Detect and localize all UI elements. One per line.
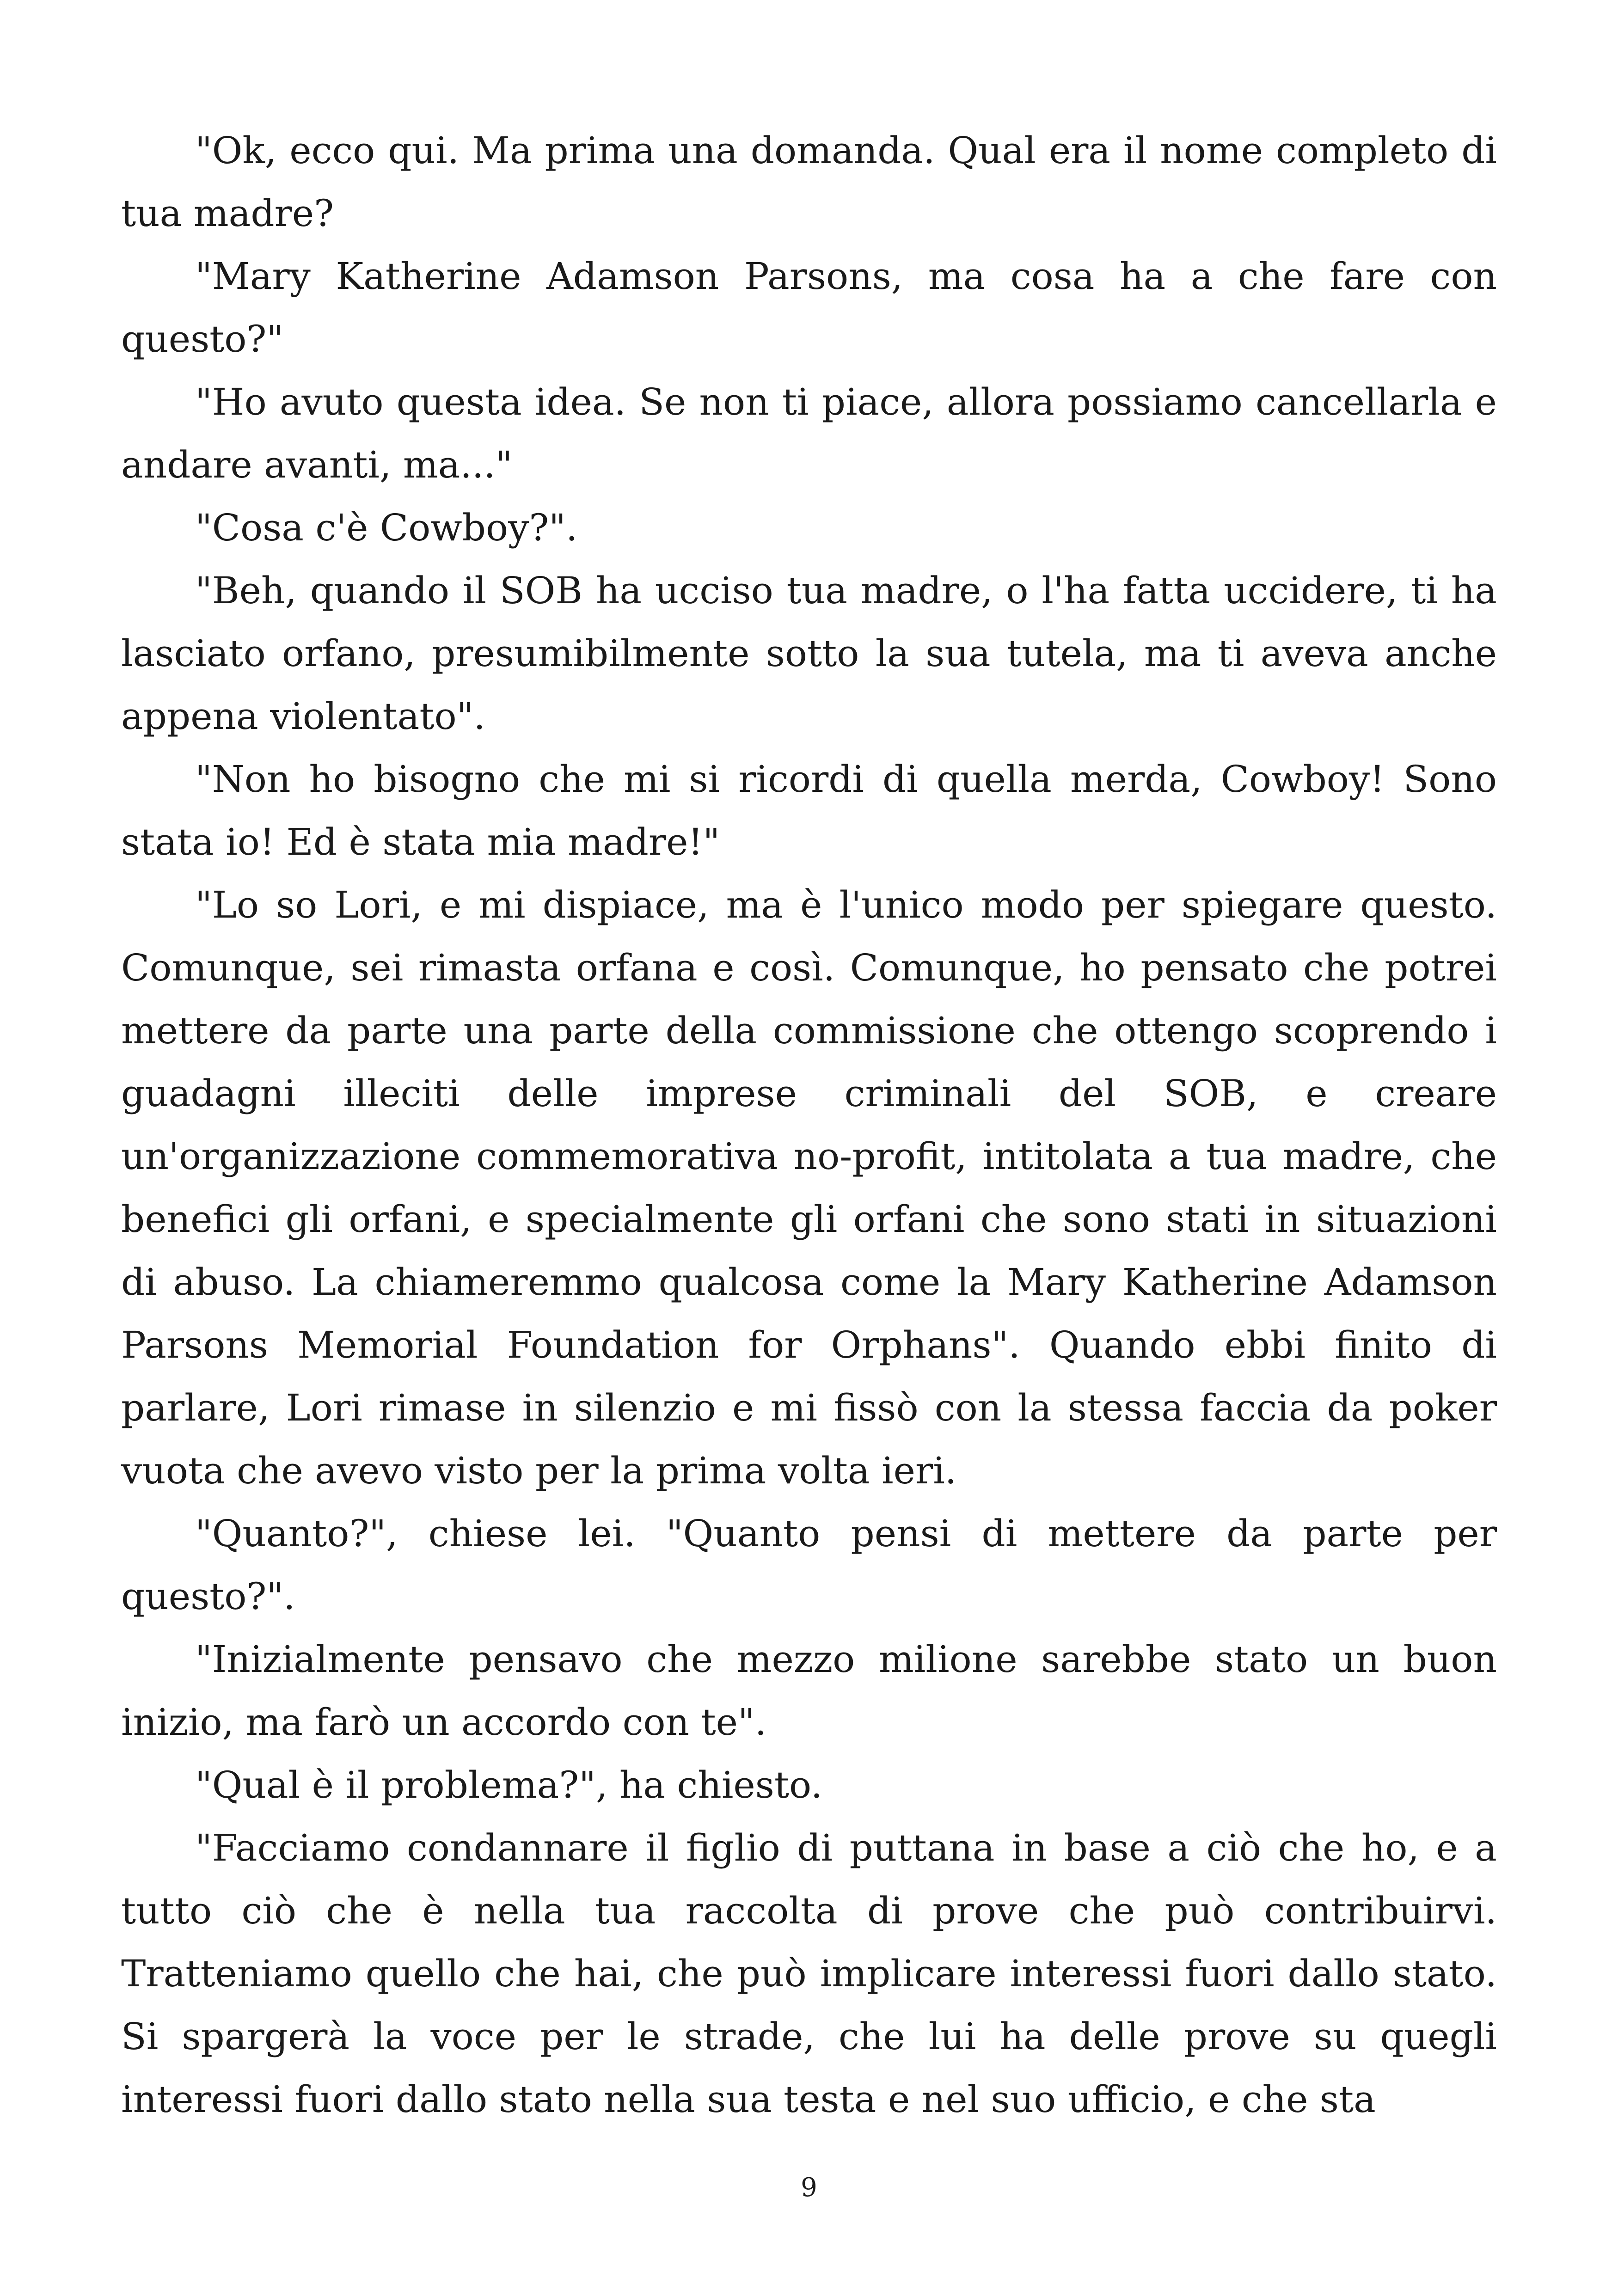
paragraph: "Mary Katherine Adamson Parsons, ma cosa ha a che fare con questo?": [121, 255, 1497, 361]
paragraph: "Inizialmente pensavo che mezzo milione sarebbe stato un buon inizio, ma farò un accordo con te".: [121, 1638, 1497, 1744]
paragraph: "Non ho bisogno che mi si ricordi di quella merda, Cowboy! Sono stata io! Ed è stata mia madre!": [121, 758, 1497, 863]
paragraph: "Facciamo condannare il figlio di puttana in base a ciò che ho, e a tutto ciò che è nella tua raccolta di prove che può contribuirvi. Tratteniamo quello che hai, che può implicare interessi fuori dallo stato. Si spargerà la voce per le strade, che lui ha delle prove su quegli interessi fuori dallo stato nella sua testa e nel suo ufficio, e che sta: [121, 1826, 1497, 2121]
paragraph: "Lo so Lori, e mi dispiace, ma è l'unico modo per spiegare questo. Comunque, sei rimasta orfana e così. Comunque, ho pensato che potrei mettere da parte una parte della commissione che ottengo scoprendo i guadagni illeciti delle imprese criminali del SOB, e creare un'organizzazione commemorativa no-profit, intitolata a tua madre, che benefici gli orfani, e specialmente gli orfani che sono stati in situazioni di abuso. La chiameremmo qualcosa come la Mary Katherine Adamson Parsons Memorial Foundation for Orphans". Quando ebbi finito di parlare, Lori rimase in silenzio e mi fissò con la stessa faccia da poker vuota che avevo visto per la prima volta ieri.: [121, 883, 1497, 1492]
paragraph: "Qual è il problema?", ha chiesto.: [195, 1763, 823, 1806]
paragraph: "Beh, quando il SOB ha ucciso tua madre, o l'ha fatta uccidere, ti ha lasciato orfano, presumibilmente sotto la sua tutela, ma ti aveva anche appena violentato".: [121, 569, 1497, 738]
paragraph: "Ok, ecco qui. Ma prima una domanda. Qual era il nome completo di tua madre?: [121, 129, 1497, 235]
page-number: 9: [801, 2173, 817, 2203]
paragraph: "Ho avuto questa idea. Se non ti piace, allora possiamo cancellarla e andare avanti, ma...": [121, 380, 1497, 486]
paragraph: "Quanto?", chiese lei. "Quanto pensi di mettere da parte per questo?".: [121, 1512, 1497, 1618]
paragraph: "Cosa c'è Cowboy?".: [195, 506, 578, 549]
body-text: [121, 119, 1497, 2131]
